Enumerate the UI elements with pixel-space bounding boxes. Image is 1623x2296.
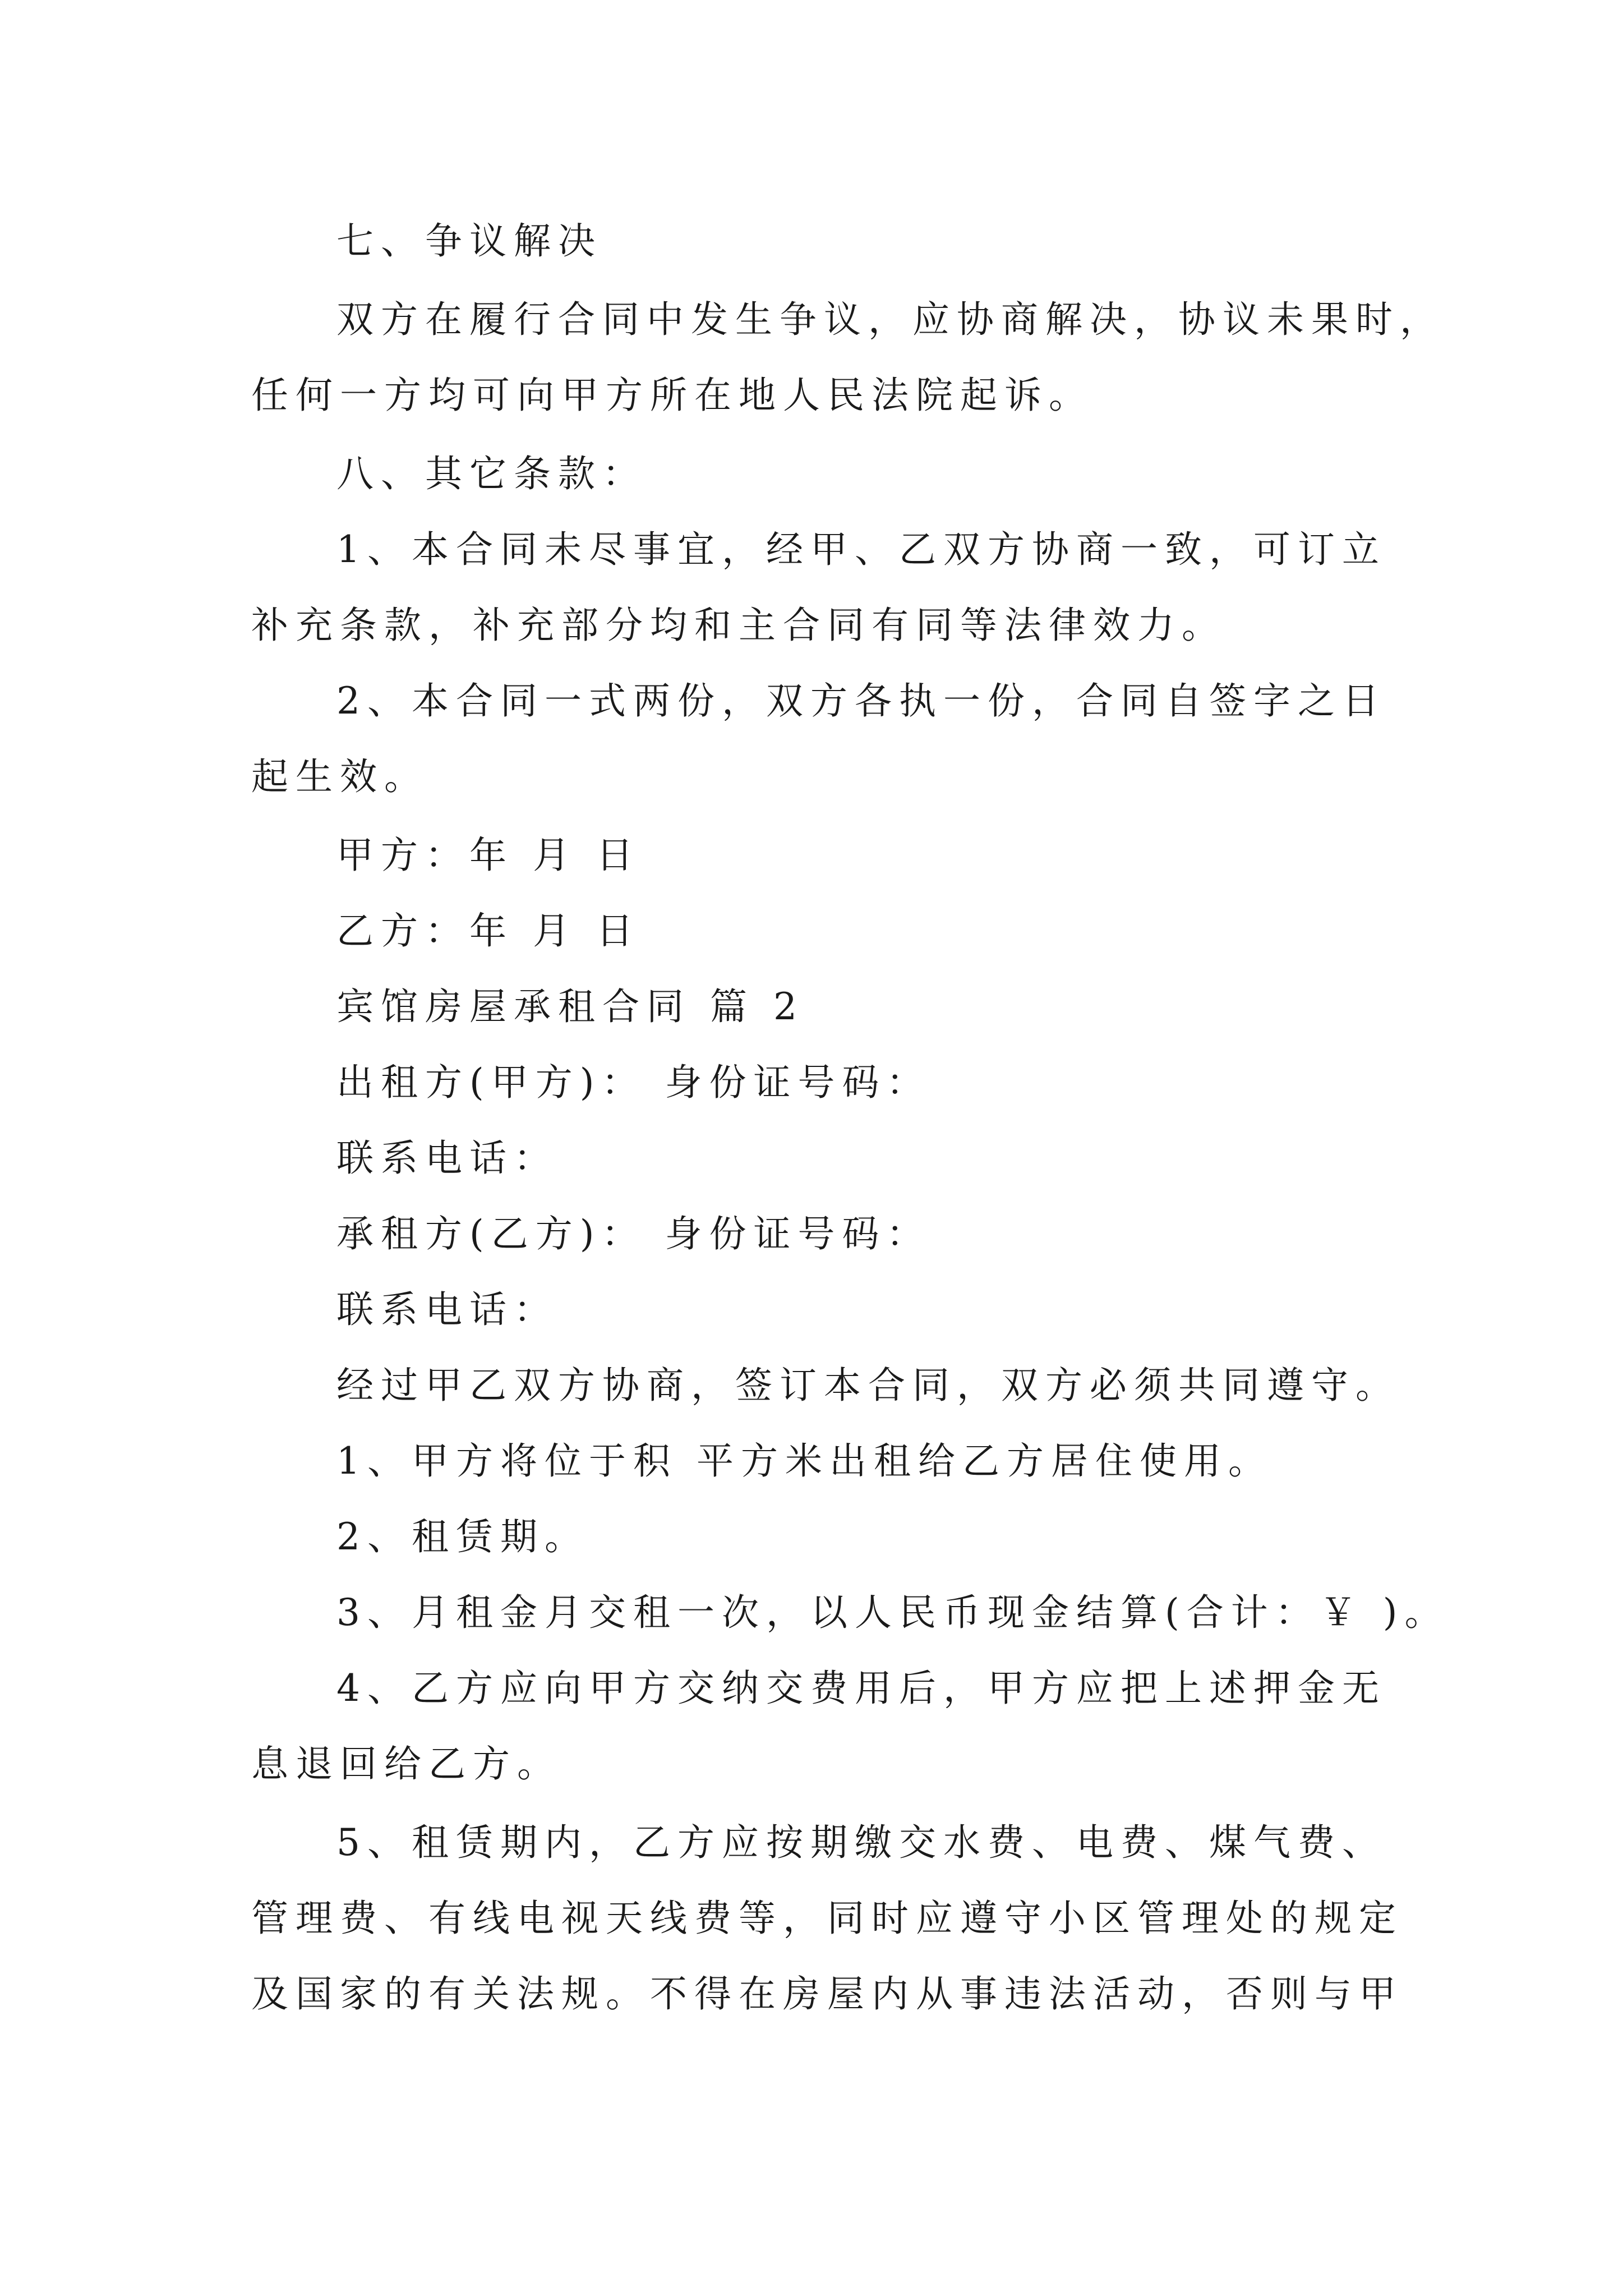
section-heading-other-terms: 八、其它条款： — [336, 452, 647, 495]
paragraph-line: 3、月租金月交租一次，以人民币现金结算(合计：￥ )。 — [336, 1591, 1449, 1634]
paragraph-line: 经过甲乙双方协商，签订本合同，双方必须共同遵守。 — [336, 1364, 1400, 1407]
paragraph-line: 补充条款，补充部分均和主合同有同等法律效力。 — [251, 604, 1226, 647]
paragraph-line: 2、本合同一式两份，双方各执一份，合同自签字之日 — [336, 679, 1386, 723]
paragraph-line: 5、租赁期内，乙方应按期缴交水费、电费、煤气费、 — [336, 1821, 1386, 1864]
paragraph-line: 及国家的有关法规。不得在房屋内从事违法活动，否则与甲 — [251, 1972, 1403, 2016]
paragraph-line: 4、乙方应向甲方交纳交费用后，甲方应把上述押金无 — [336, 1667, 1386, 1710]
paragraph-line: 1、本合同未尽事宜，经甲、乙双方协商一致，可订立 — [336, 528, 1386, 571]
lessor-phone-line: 联系电话： — [336, 1137, 558, 1180]
lessor-line: 出租方(甲方)： 身份证号码： — [336, 1061, 931, 1104]
paragraph-line: 息退回给乙方。 — [251, 1742, 561, 1786]
signature-line-party-a: 甲方：年 月 日 — [336, 834, 640, 877]
paragraph-line: 2、租赁期。 — [336, 1515, 589, 1558]
signature-line-party-b: 乙方：年 月 日 — [336, 909, 640, 953]
lessee-line: 承租方(乙方)： 身份证号码： — [336, 1212, 931, 1255]
contract-title: 宾馆房屋承租合同 篇 2 — [336, 985, 804, 1028]
section-heading-dispute: 七、争议解决 — [336, 219, 602, 263]
paragraph-line: 管理费、有线电视天线费等，同时应遵守小区管理处的规定 — [251, 1897, 1403, 1940]
lessee-phone-line: 联系电话： — [336, 1288, 558, 1331]
paragraph-line: 起生效。 — [251, 755, 428, 798]
paragraph-line: 任何一方均可向甲方所在地人民法院起诉。 — [251, 374, 1093, 417]
paragraph-line: 1、甲方将位于积 平方米出租给乙方居住使用。 — [336, 1439, 1272, 1483]
paragraph-line: 双方在履行合同中发生争议，应协商解决，协议未果时， — [336, 298, 1444, 341]
